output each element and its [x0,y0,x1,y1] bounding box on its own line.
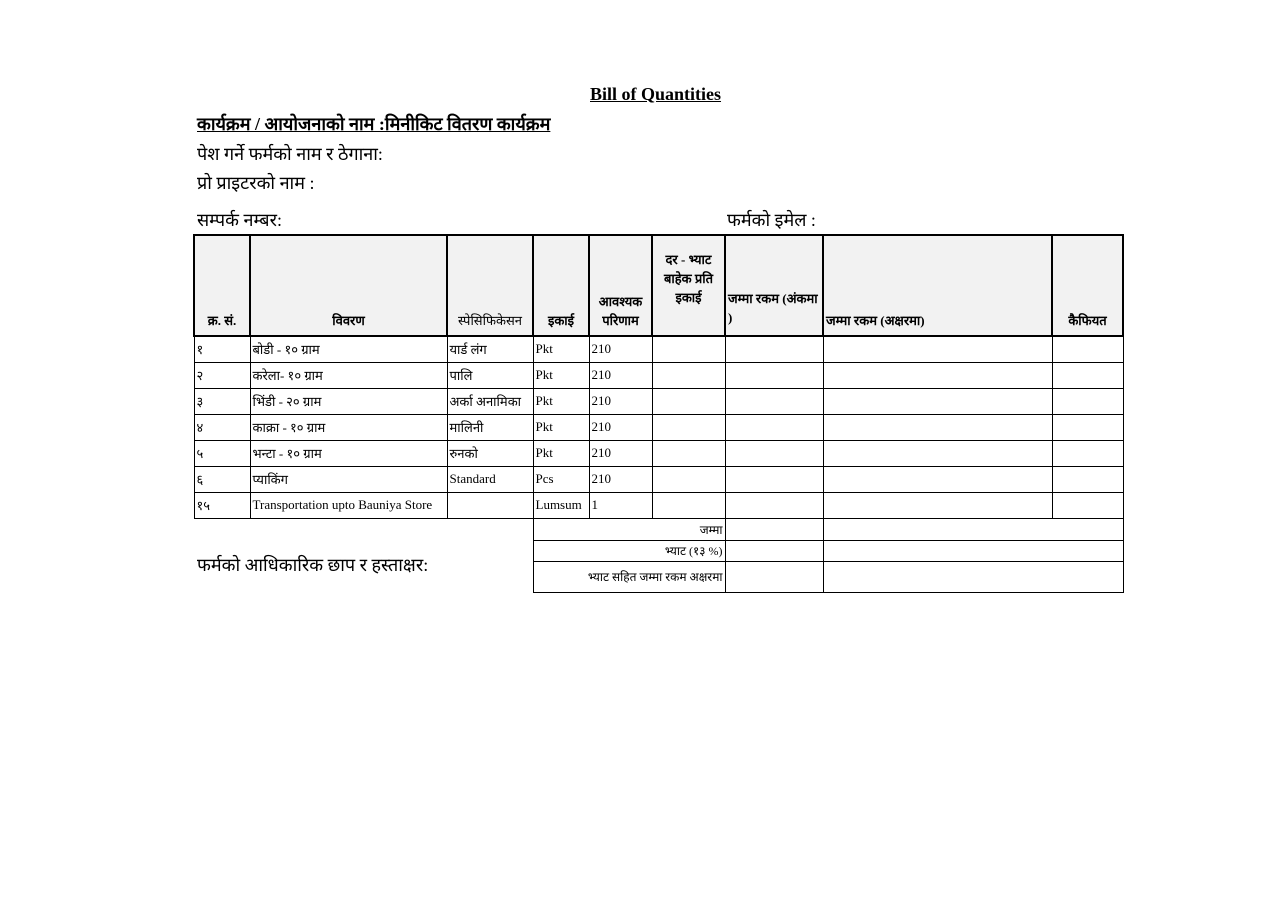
cell-amount-words [823,492,1052,518]
summary-total-words [823,518,1123,540]
cell-sn: १५ [194,492,250,518]
cell-description: भिंडी - २० ग्राम [250,388,447,414]
cell-amount-words [823,362,1052,388]
cell-unit: Pkt [533,362,589,388]
cell-spec: रुनको [447,440,533,466]
cell-unit: Pkt [533,440,589,466]
header-amount-words: जम्मा रकम (अक्षरमा) [823,235,1052,336]
cell-description: बोडी - १० ग्राम [250,336,447,362]
table-row [194,388,1123,414]
cell-qty: 210 [589,440,652,466]
cell-qty: 210 [589,388,652,414]
header-specification: स्पेसिफिकेसन [447,235,533,336]
cell-sn: ५ [194,440,250,466]
cell-amount-figures [725,440,823,466]
cell-description: Transportation upto Bauniya Store [250,492,447,518]
summary-vat-label: भ्याट (१३ %) [533,540,725,561]
summary-grand-total-figures [725,561,823,592]
summary-grand-total-label: भ्याट सहित जम्मा रकम अक्षरमा [533,561,725,592]
cell-amount-figures [725,362,823,388]
cell-amount-figures [725,466,823,492]
table-header-row [194,235,1123,336]
cell-rate [652,414,725,440]
cell-spec: Standard [447,466,533,492]
header-remarks: कैफियत [1052,235,1123,336]
header-amount-figures: जम्मा रकम (अंकमा ) [725,235,823,336]
table-row [194,336,1123,362]
bill-of-quantities-table [193,234,1124,593]
cell-spec: मालिनी [447,414,533,440]
cell-remarks [1052,492,1123,518]
project-name-line: कार्यक्रम / आयोजनाको नाम :मिनीकिट वितरण कार्यक्रम [197,114,551,134]
cell-amount-words [823,336,1052,362]
summary-grand-total-words [823,561,1123,592]
header-description: विवरण [250,235,447,336]
table-row [194,362,1123,388]
cell-remarks [1052,440,1123,466]
summary-spacer [194,518,533,540]
cell-amount-figures [725,492,823,518]
firm-email-label: फर्मको इमेल : [727,210,816,230]
cell-amount-words [823,388,1052,414]
cell-unit: Pkt [533,336,589,362]
cell-remarks [1052,414,1123,440]
cell-amount-figures [725,336,823,362]
header-rate: दर - भ्याट बाहेक प्रति इकाई [652,235,725,336]
cell-sn: १ [194,336,250,362]
cell-amount-words [823,440,1052,466]
cell-remarks [1052,466,1123,492]
cell-spec: यार्ड लंग [447,336,533,362]
cell-rate [652,362,725,388]
cell-description: भन्टा - १० ग्राम [250,440,447,466]
summary-total-figures [725,518,823,540]
cell-sn: ६ [194,466,250,492]
cell-unit: Pkt [533,414,589,440]
summary-vat-figures [725,540,823,561]
contact-number-label: सम्पर्क नम्बर: [197,210,282,230]
cell-spec [447,492,533,518]
cell-description: करेला- १० ग्राम [250,362,447,388]
summary-row-total [194,518,1123,540]
table-row [194,414,1123,440]
cell-rate [652,466,725,492]
cell-amount-words [823,414,1052,440]
cell-sn: ३ [194,388,250,414]
cell-spec: पालि [447,362,533,388]
cell-remarks [1052,336,1123,362]
cell-remarks [1052,362,1123,388]
table-row [194,466,1123,492]
cell-description: प्याकिंग [250,466,447,492]
table-row [194,440,1123,466]
cell-unit: Lumsum [533,492,589,518]
cell-unit: Pkt [533,388,589,414]
header-quantity: आवश्यक परिणाम [589,235,652,336]
cell-qty: 210 [589,336,652,362]
cell-rate [652,388,725,414]
cell-qty: 210 [589,466,652,492]
header-unit: इकाई [533,235,589,336]
header-sn: क्र. सं. [194,235,250,336]
cell-qty: 210 [589,414,652,440]
cell-sn: २ [194,362,250,388]
cell-description: काक्रा - १० ग्राम [250,414,447,440]
document-title: Bill of Quantities [590,84,722,104]
cell-amount-words [823,466,1052,492]
cell-qty: 1 [589,492,652,518]
cell-spec: अर्का अनामिका [447,388,533,414]
cell-sn: ४ [194,414,250,440]
cell-unit: Pcs [533,466,589,492]
cell-rate [652,492,725,518]
cell-amount-figures [725,414,823,440]
cell-rate [652,440,725,466]
cell-rate [652,336,725,362]
signature-label: फर्मको आधिकारिक छाप र हस्ताक्षर: [197,555,429,575]
table-row [194,492,1123,518]
cell-qty: 210 [589,362,652,388]
proprietor-label: प्रो प्राइटरको नाम : [197,173,315,193]
summary-total-label: जम्मा [533,518,725,540]
summary-vat-words [823,540,1123,561]
cell-remarks [1052,388,1123,414]
firm-name-label: पेश गर्ने फर्मको नाम र ठेगाना: [197,144,383,164]
cell-amount-figures [725,388,823,414]
